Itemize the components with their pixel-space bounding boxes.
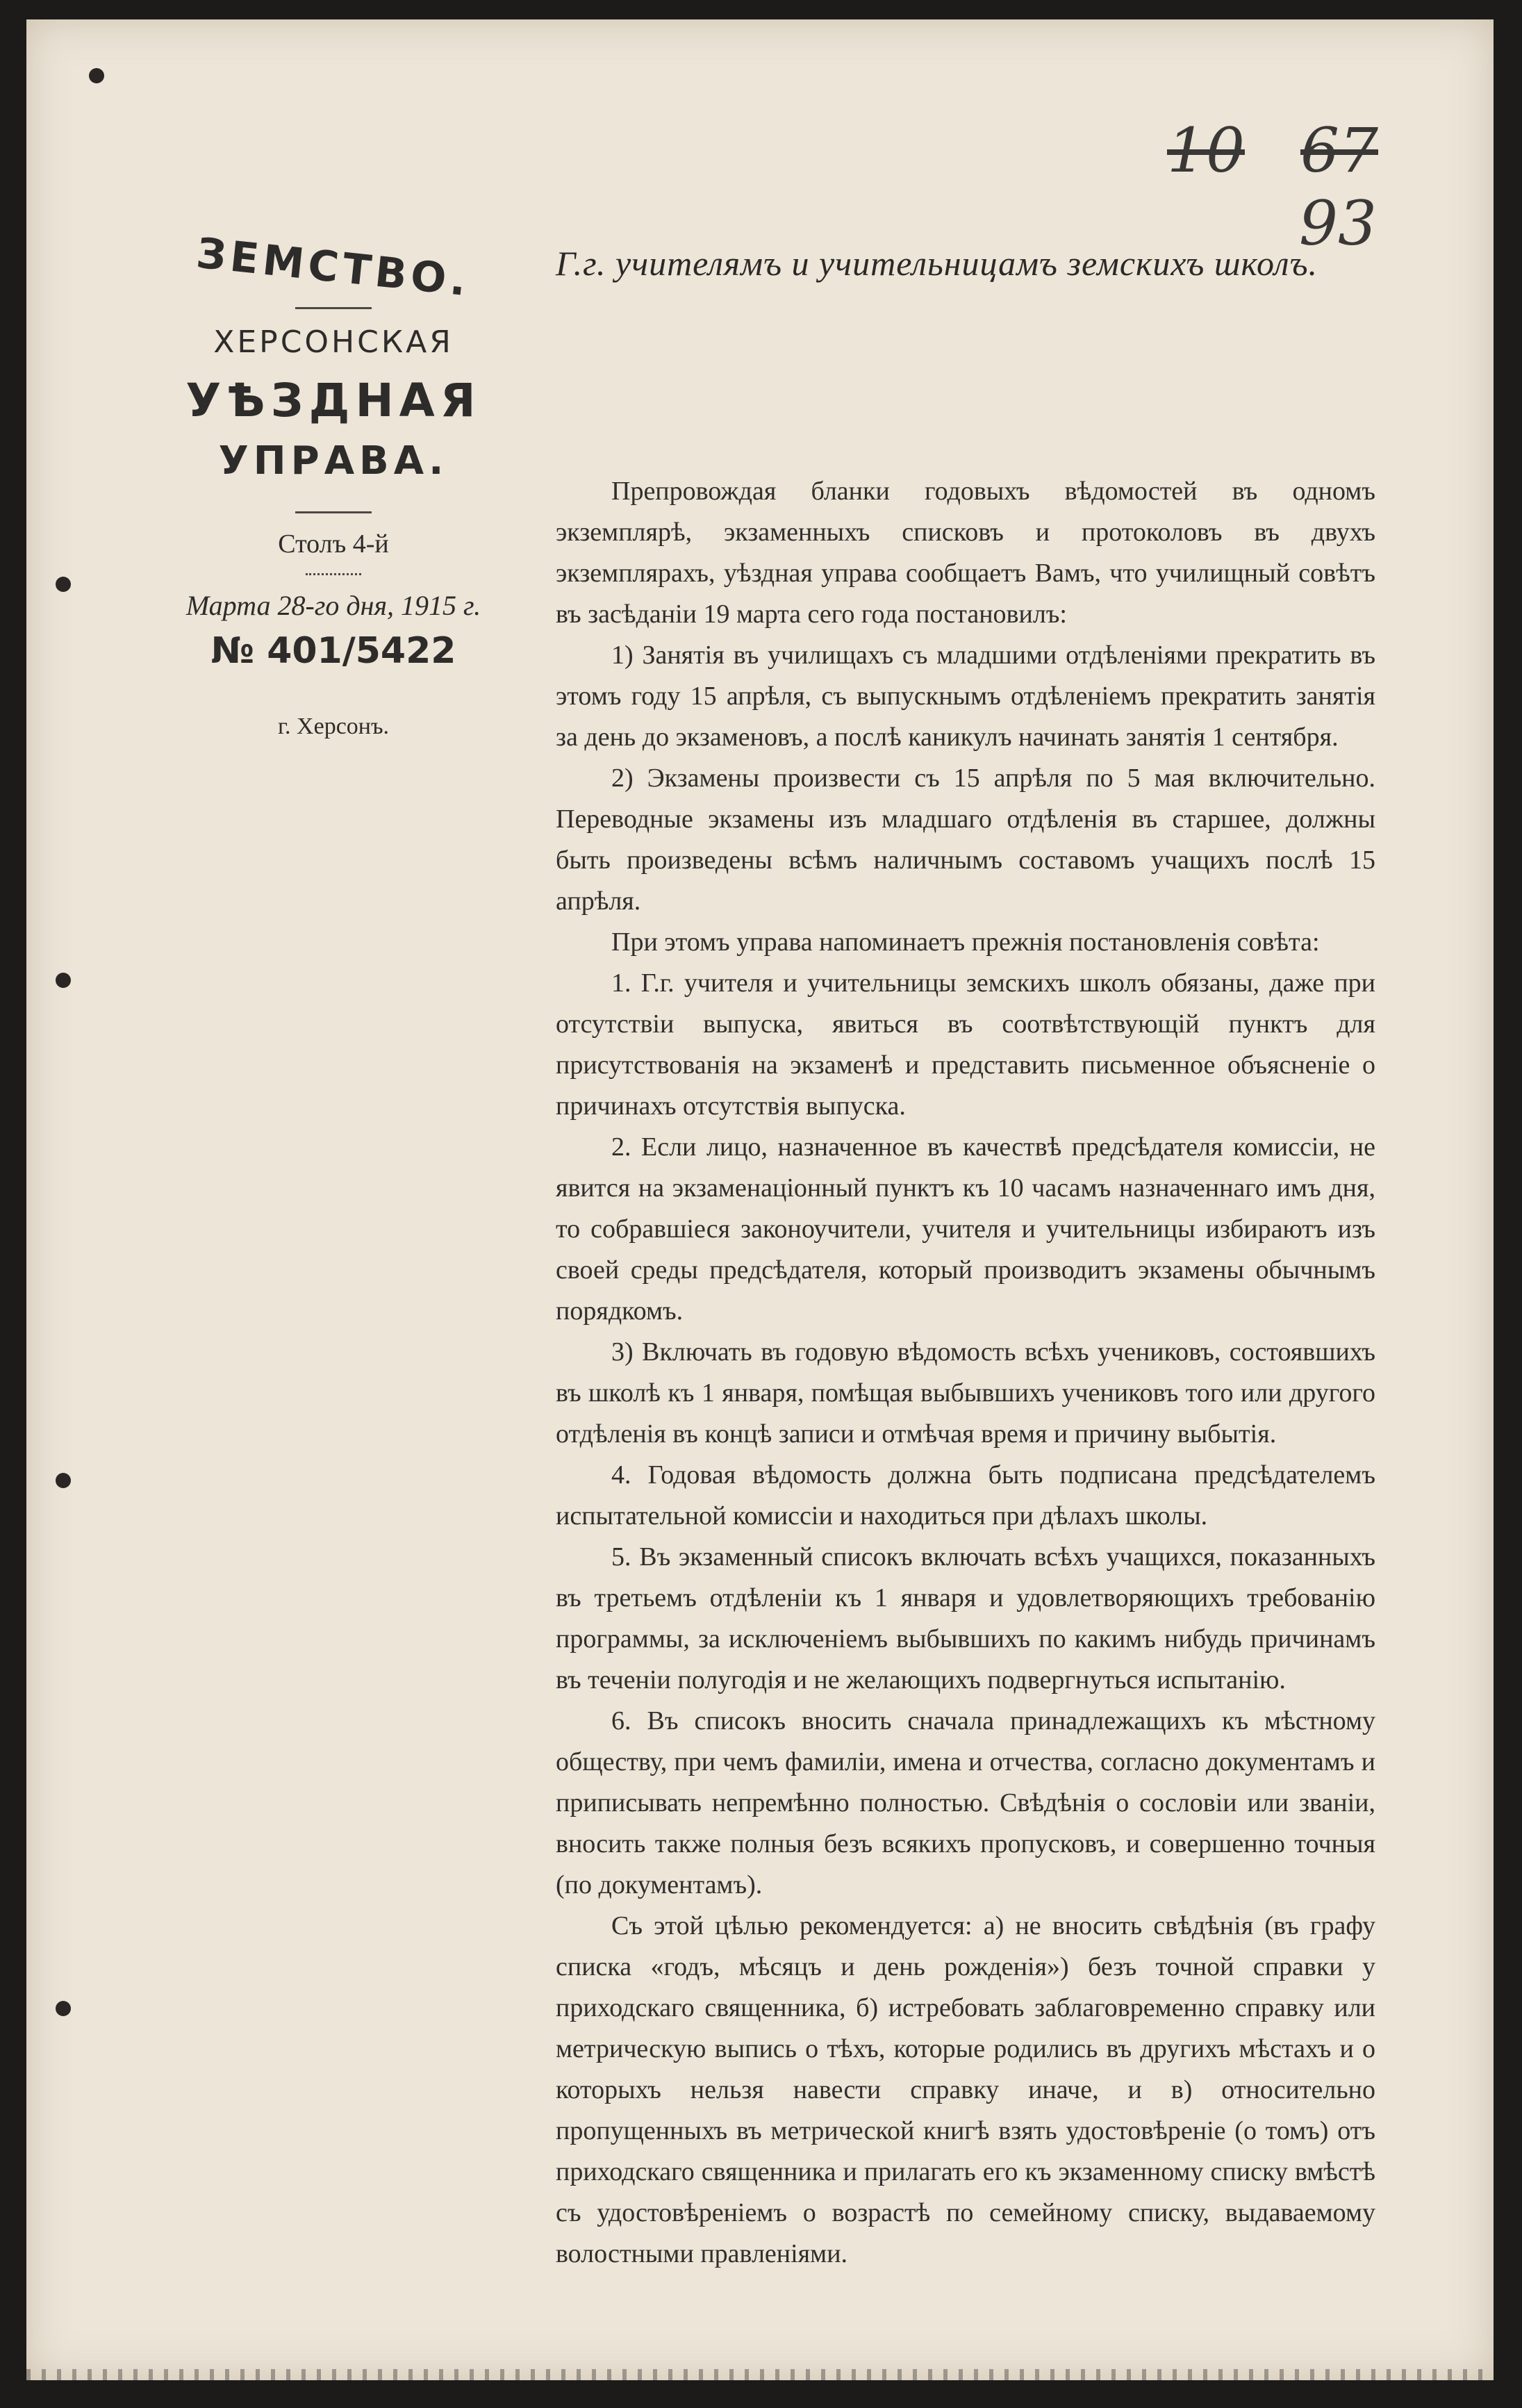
paragraph: Съ этой цѣлью рекомендуется: а) не вносить свѣдѣнія (въ графу списка «годъ, мѣсяцъ и день рожденія») безъ точной справки у приходскаго священника, б) истребовать заблаговременно справку или метрическую выпись о тѣхъ, которые родились въ другихъ мѣстахъ и о которыхъ нельзя навести справку иначе, и в) относительно пропущенныхъ въ метрической книгѣ взять удостовѣреніе (о томъ) отъ приходскаго священника и прилагать его къ экзаменному списку вмѣстѣ съ удостовѣреніемъ о возрастѣ по семейному списку, выдаваемому волостными правленіями. — [556, 1911, 1375, 2268]
paragraph: 4. Годовая вѣдомость должна быть подписана предсѣдателемъ испытательной комиссіи и находиться при дѣлахъ школы. — [556, 1460, 1375, 1531]
punch-hole — [56, 1473, 71, 1488]
handwritten-number: 67 — [1300, 115, 1378, 186]
letterhead-zemstvo: ЗЕМСТВО. — [194, 229, 473, 306]
letterhead-desk: Столъ 4-й — [278, 529, 389, 559]
punch-hole — [56, 577, 71, 592]
handwritten-file-number — [1167, 115, 1434, 186]
handwritten-folio-number: 93 — [1299, 188, 1377, 259]
punch-hole — [56, 2001, 71, 2016]
letterhead-uprava: УПРАВА. — [218, 438, 449, 484]
letterhead — [118, 229, 549, 740]
paragraph: 6. Въ списокъ вносить сначала принадлежащихъ къ мѣстному обществу, при чемъ фамиліи, имена и отчества, согласно документамъ и приписывать непремѣнно полностью. Свѣдѣнія о сословіи или званіи, вносить также полныя безъ всякихъ пропусковъ, и совершенно точныя (по документамъ). — [556, 1706, 1375, 1899]
letterhead-date: Марта 28-го дня, 1915 г. — [185, 590, 481, 621]
divider — [295, 511, 372, 513]
divider — [295, 307, 372, 309]
paragraph: 1. Г.г. учителя и учительницы земскихъ школъ обязаны, даже при отсутствіи выпуска, явиться въ соотвѣтствующій пунктъ для присутствованія на экзаменѣ и представить письменное объясненіе о причинахъ отсутствія выпуска. — [556, 968, 1375, 1121]
letterhead-kherson: ХЕРСОНСКАЯ — [213, 324, 454, 360]
paragraph: 1) Занятія въ училищахъ съ младшими отдѣленіями прекратить въ этомъ году 15 апрѣля, съ выпускнымъ отдѣленіемъ прекратить занятія за день до экзаменовъ, а послѣ каникулъ начинать занятія 1 сентября. — [556, 641, 1375, 752]
paragraph: 2. Если лицо, назначенное въ качествѣ предсѣдателя комиссіи, не явится на экзаменаціонный пунктъ къ 10 часамъ назначеннаго имъ дня, то собравшіеся законоучители, учителя и учительницы избираютъ изъ своей среды предсѣдателя, который производитъ экзамены обычнымъ порядкомъ. — [556, 1132, 1375, 1326]
handwritten-struck-number: 10 — [1167, 115, 1245, 186]
divider — [306, 573, 361, 575]
paragraph: 2) Экзамены произвести съ 15 апрѣля по 5 мая включительно. Переводные экзамены изъ младшаго отдѣленія въ старшее, должны быть произведены всѣмъ наличнымъ составомъ учащихъ послѣ 15 апрѣля. — [556, 764, 1375, 916]
letterhead-uezd: УѢЗДНАЯ — [185, 374, 481, 427]
letter-body — [556, 471, 1375, 2275]
paragraph: Препровождая бланки годовыхъ вѣдомостей въ одномъ экземплярѣ, экзаменныхъ списковъ и протоколовъ въ двухъ экземплярахъ, уѣздная управа сообщаетъ Вамъ, что училищный совѣтъ въ засѣданіи 19 марта сего года постановилъ: — [556, 477, 1375, 629]
torn-edge — [26, 2369, 1494, 2382]
paragraph: При этомъ управа напоминаетъ прежнія постановленія совѣта: — [611, 927, 1320, 957]
letterhead-number: № 401/5422 — [210, 630, 456, 672]
addressee-line: Г.г. учителямъ и учительницамъ земскихъ школъ. — [556, 244, 1318, 283]
paragraph: 5. Въ экзаменный списокъ включать всѣхъ учащихся, показанныхъ въ третьемъ отдѣленіи къ 1 января и удовлетворяющихъ требованію программы, за исключеніемъ выбывшихъ по какимъ нибудь причинамъ въ теченіи полугодія и не желающихъ подвергнуться испытанію. — [556, 1542, 1375, 1694]
punch-hole — [89, 68, 104, 83]
punch-hole — [56, 973, 71, 988]
letterhead-city: г. Херсонъ. — [277, 714, 390, 739]
paragraph: 3) Включать въ годовую вѣдомость всѣхъ учениковъ, состоявшихъ въ школѣ къ 1 января, помѣщая выбывшихъ учениковъ того или другого отдѣленія въ концѣ записи и отмѣчая время и причину выбытія. — [556, 1337, 1375, 1449]
